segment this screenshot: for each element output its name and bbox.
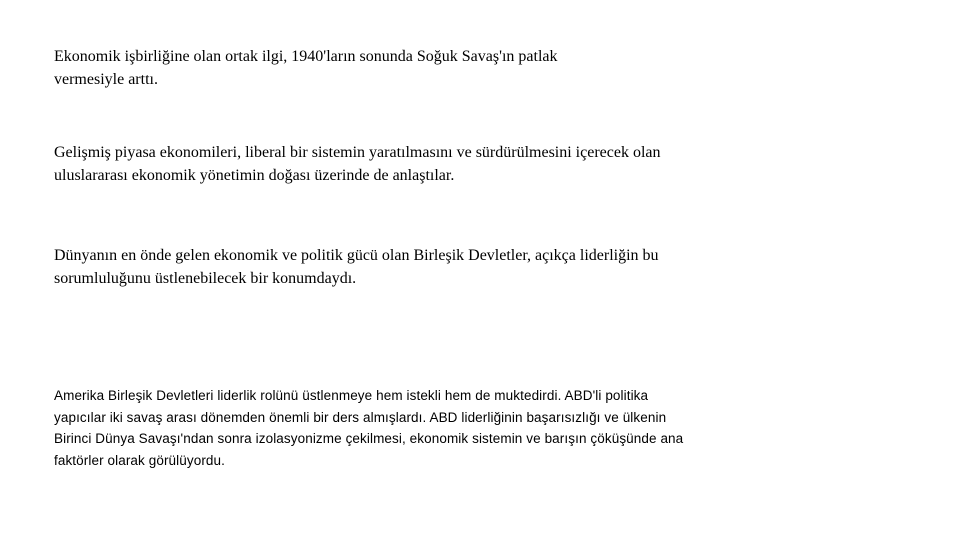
text-line: Amerika Birleşik Devletleri liderlik rolünü üstlenmeye hem istekli hem de muktedirdi. ABD'li politika — [54, 388, 649, 403]
text-line: Ekonomik işbirliğine olan ortak ilgi, 1940'ların sonunda Soğuk Savaş'ın patlak — [54, 48, 558, 65]
paragraph-us-leadership-position — [54, 244, 659, 290]
text-line: yapıcılar iki savaş arası dönemden önemli bir ders almışlardı. ABD liderliğinin başarısızlığı ve ülkenin — [54, 409, 667, 425]
text-line: sorumluluğunu üstlenebilecek bir konumdaydı. — [54, 270, 357, 287]
text-line: Gelişmiş piyasa ekonomileri, liberal bir sistemin yaratılmasını ve sürdürülmesini içerecek olan — [54, 144, 661, 161]
text-line: faktörler olarak görülüyordu. — [54, 453, 225, 469]
paragraph-cold-war-cooperation — [54, 45, 557, 91]
paragraph-us-leadership-role — [54, 385, 683, 472]
text-line: Birinci Dünya Savaşı'ndan sonra izolasyonizme çekilmesi, ekonomik sistemin ve barışın çöküşünde ana — [54, 431, 684, 447]
paragraph-liberal-system — [54, 141, 661, 187]
text-line: Dünyanın en önde gelen ekonomik ve politik gücü olan Birleşik Devletler, açıkça liderliğin bu — [54, 247, 659, 264]
text-line: vermesiyle arttı. — [54, 71, 158, 88]
text-line: uluslararası ekonomik yönetimin doğası üzerinde de anlaştılar. — [54, 167, 455, 184]
